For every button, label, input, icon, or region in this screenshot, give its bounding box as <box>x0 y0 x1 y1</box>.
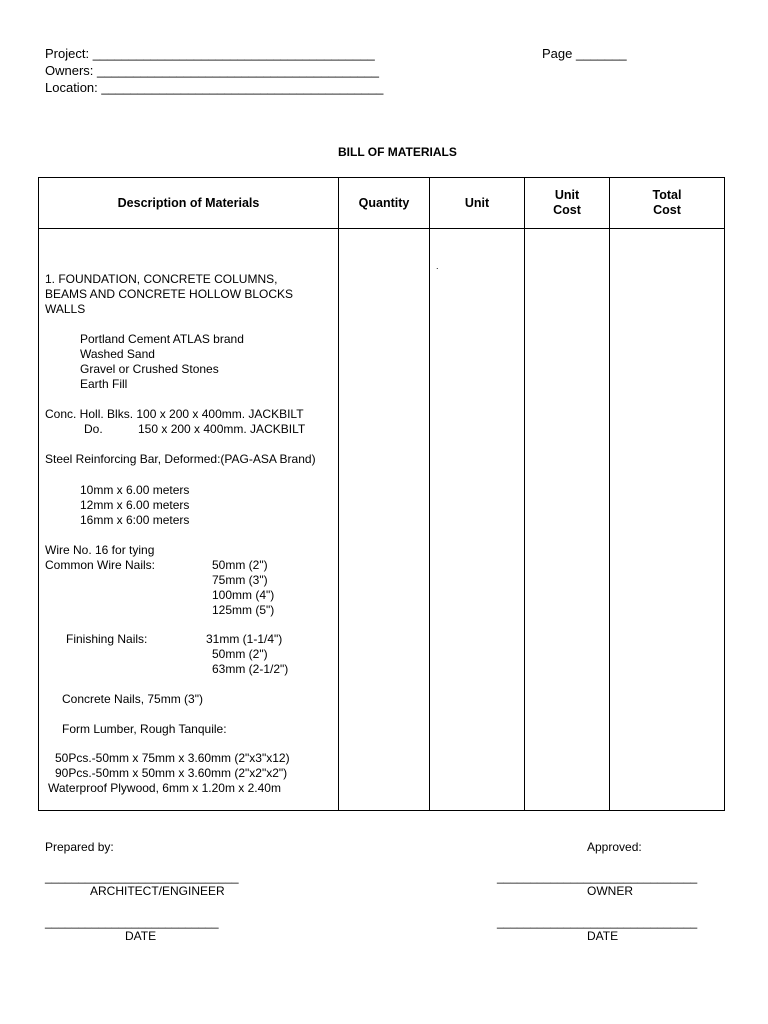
prepared-by-label: Prepared by: <box>45 840 114 854</box>
desc-line: 100mm (4") <box>212 588 275 602</box>
page-label: Page <box>542 46 573 61</box>
desc-line: Earth Fill <box>80 377 128 391</box>
location-label: Location: <box>45 80 98 95</box>
date-line-left: __________________________ <box>45 915 219 929</box>
table-header-row <box>39 178 725 229</box>
owner-signature-line: ______________________________ <box>497 870 698 884</box>
date-label-right: DATE <box>587 929 619 943</box>
project-blank: _______________________________________ <box>92 46 375 61</box>
desc-line: Do. <box>84 422 103 436</box>
desc-line: Gravel or Crushed Stones <box>80 362 219 376</box>
project-row <box>45 46 375 61</box>
desc-line: Steel Reinforcing Bar, Deformed:(PAG-ASA Brand) <box>45 452 316 466</box>
page-blank: _______ <box>576 46 627 61</box>
page-row <box>542 46 627 61</box>
table-body-row <box>39 229 725 811</box>
owners-label: Owners: <box>45 63 94 78</box>
col-quantity: Quantity <box>339 178 430 229</box>
desc-line: 150 x 200 x 400mm. JACKBILT <box>138 422 306 436</box>
desc-line: Common Wire Nails: <box>45 558 156 572</box>
project-label: Project: <box>45 46 90 61</box>
bill-of-materials-table <box>38 177 725 811</box>
desc-line: Conc. Holl. Blks. 100 x 200 x 400mm. JACKBILT <box>45 407 304 421</box>
total-cost-cell <box>610 229 725 811</box>
desc-line: Portland Cement ATLAS brand <box>80 332 244 346</box>
desc-line: 63mm (2-1/2") <box>212 662 289 676</box>
col-total-cost: Total Cost <box>610 178 725 229</box>
desc-line: 12mm x 6.00 meters <box>80 498 190 512</box>
desc-line: BEAMS AND CONCRETE HOLLOW BLOCKS <box>45 287 294 301</box>
owners-row <box>45 63 379 78</box>
date-label-left: DATE <box>125 929 157 943</box>
date-line-right: ______________________________ <box>497 915 698 929</box>
col-unit: Unit <box>430 178 525 229</box>
desc-line: Waterproof Plywood, 6mm x 1.20m x 2.40m <box>48 781 281 795</box>
desc-line: Form Lumber, Rough Tanquile: <box>62 722 227 736</box>
owner-label: OWNER <box>587 884 633 898</box>
unit-mark: . <box>436 261 439 271</box>
desc-line: 90Pcs.-50mm x 50mm x 3.60mm (2"x2"x2") <box>55 766 288 780</box>
col-unit-cost: Unit Cost <box>525 178 610 229</box>
owners-blank: _______________________________________ <box>97 63 380 78</box>
unit-cost-cell <box>525 229 610 811</box>
approved-label: Approved: <box>587 840 642 854</box>
desc-line: 50Pcs.-50mm x 75mm x 3.60mm (2"x3"x12) <box>55 751 290 765</box>
desc-line: Finishing Nails: <box>66 632 148 646</box>
location-row <box>45 80 383 95</box>
desc-line: 1. FOUNDATION, CONCRETE COLUMNS, <box>45 272 278 286</box>
desc-line: 50mm (2") <box>212 558 268 572</box>
unit-cell <box>430 229 525 811</box>
desc-line: 125mm (5") <box>212 603 275 617</box>
desc-line: WALLS <box>45 302 86 316</box>
location-blank: _______________________________________ <box>101 80 384 95</box>
desc-line: 16mm x 6:00 meters <box>80 513 190 527</box>
desc-line: 10mm x 6.00 meters <box>80 483 190 497</box>
desc-line: Washed Sand <box>80 347 155 361</box>
desc-line: Wire No. 16 for tying <box>45 543 155 557</box>
col-description: Description of Materials <box>39 178 339 229</box>
desc-line: 31mm (1-1/4") <box>206 632 283 646</box>
document-title: BILL OF MATERIALS <box>338 145 457 159</box>
quantity-cell <box>339 229 430 811</box>
desc-line: 50mm (2") <box>212 647 268 661</box>
desc-line: Concrete Nails, 75mm (3") <box>62 692 203 706</box>
desc-line: 75mm (3") <box>212 573 268 587</box>
description-cell <box>39 229 339 811</box>
architect-label: ARCHITECT/ENGINEER <box>90 884 225 898</box>
architect-signature-line: _____________________________ <box>45 870 239 884</box>
